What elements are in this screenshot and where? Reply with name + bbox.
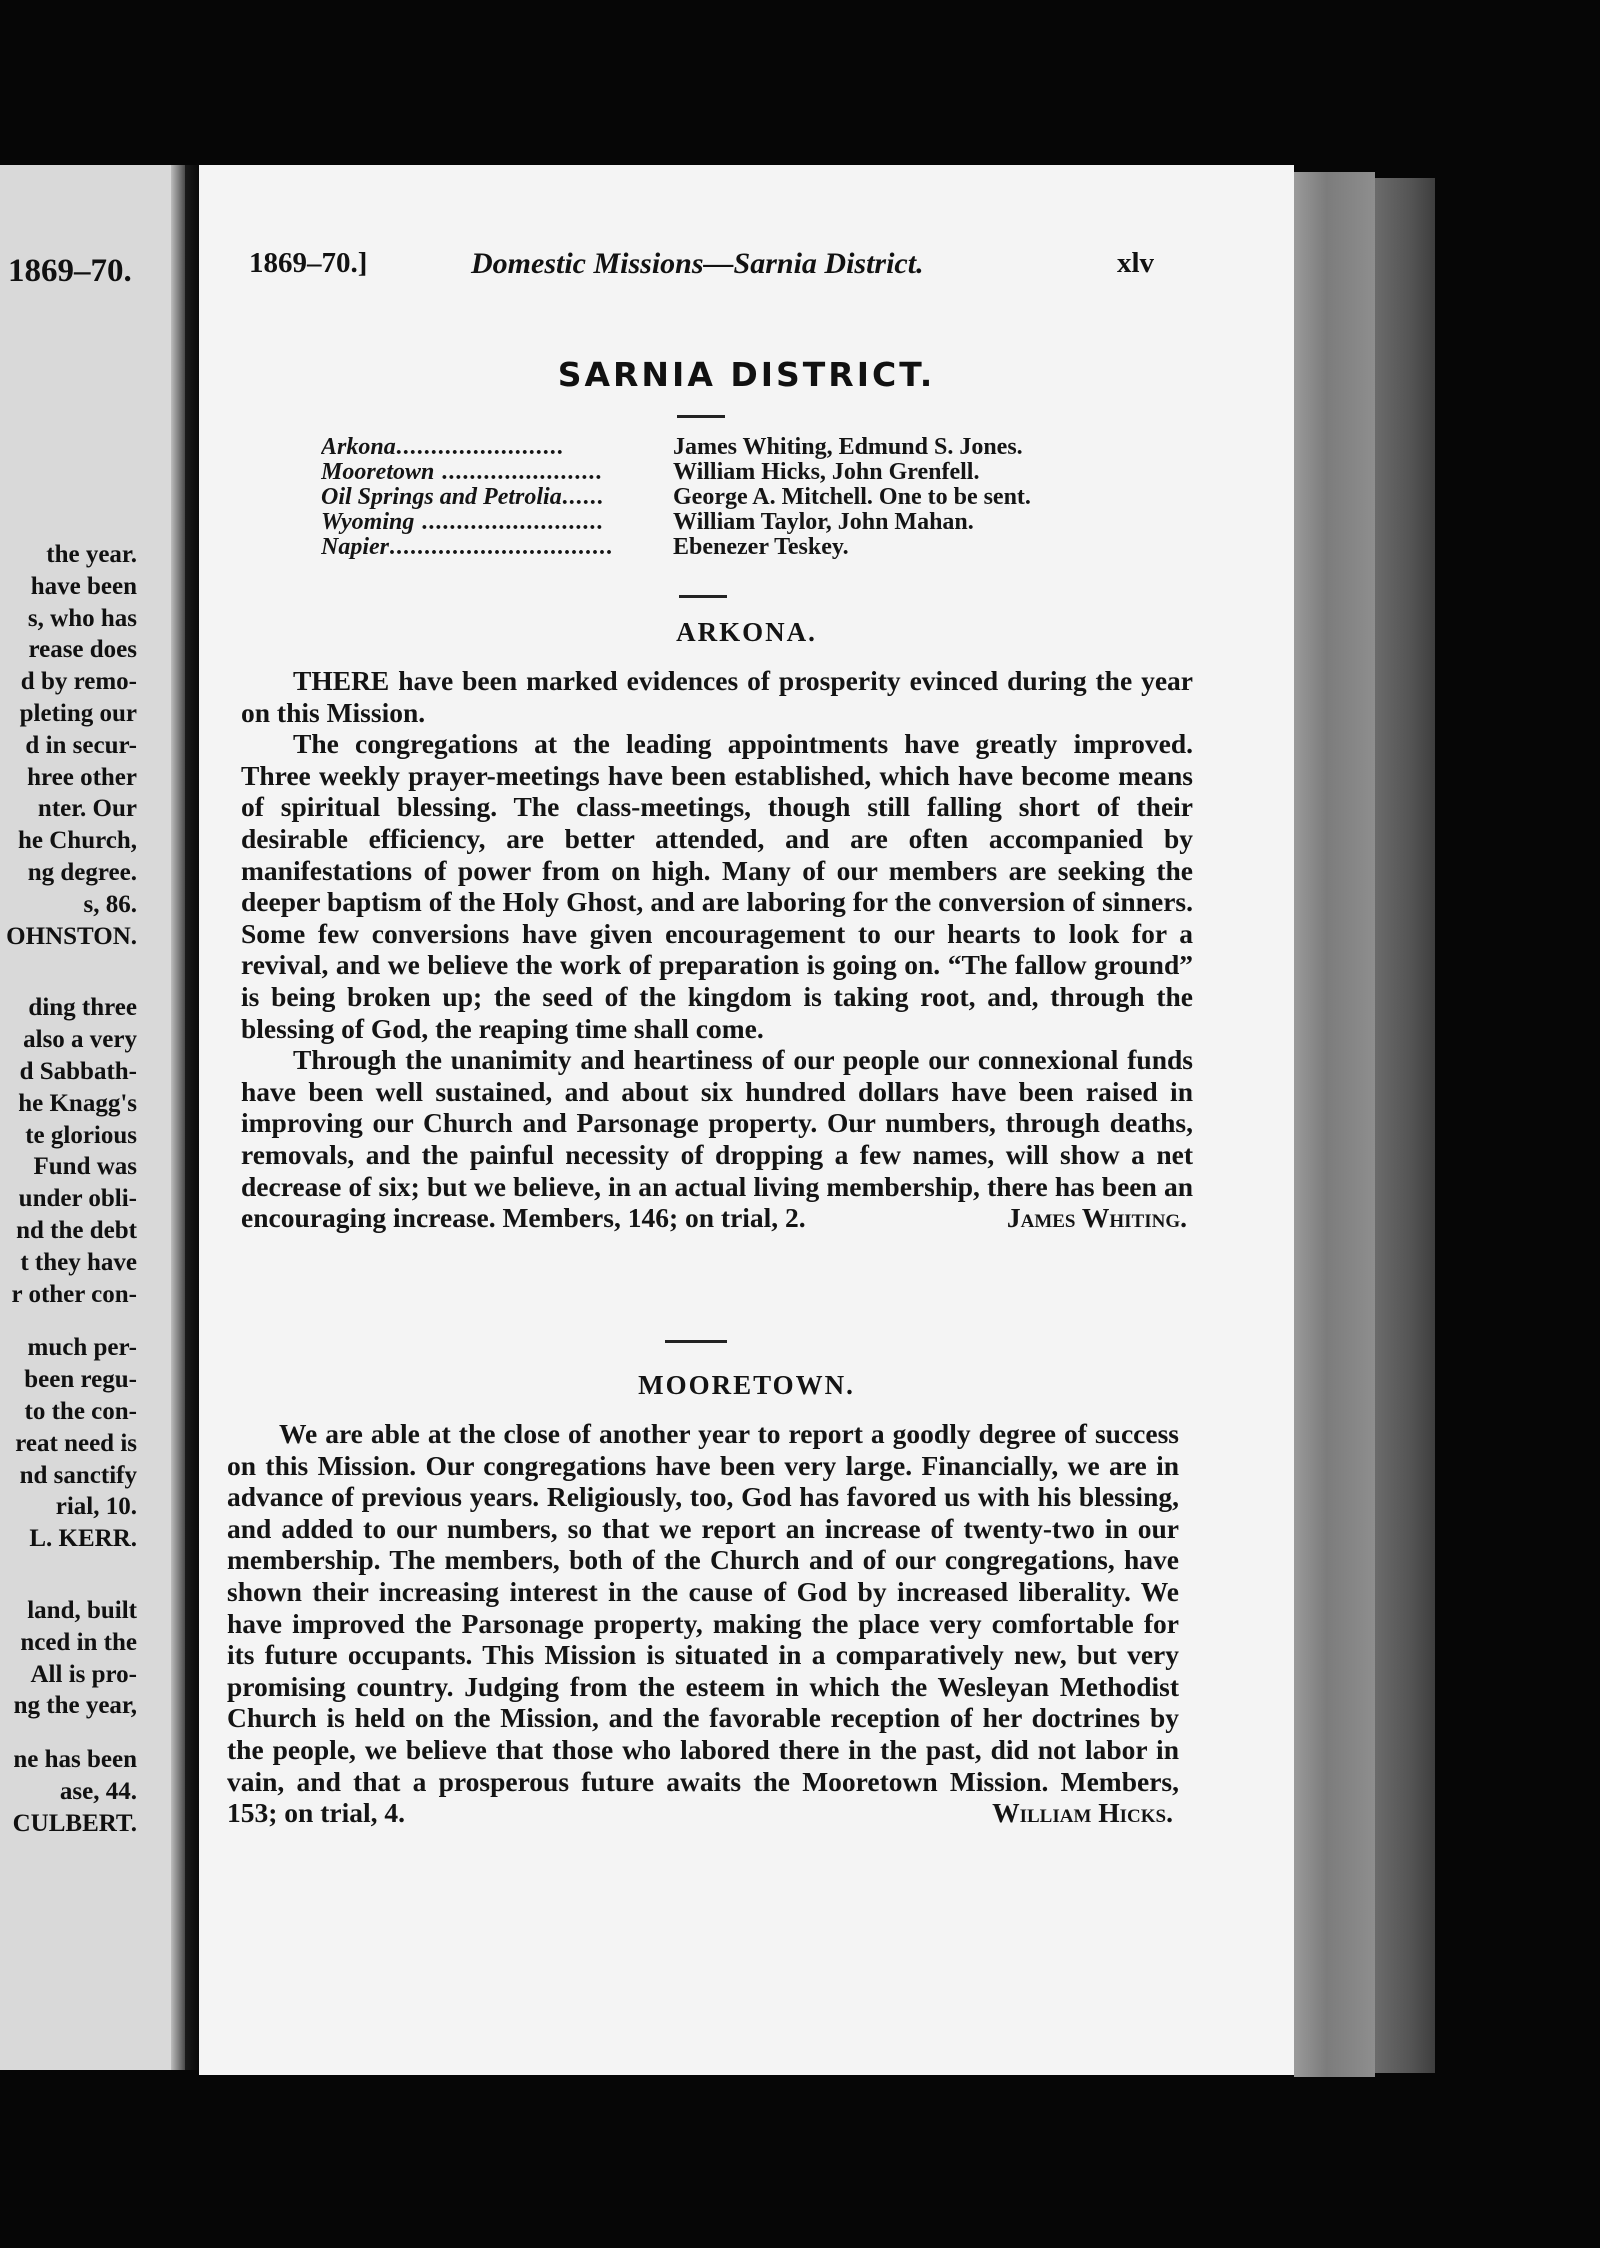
paragraph-text: Through the unanimity and heartiness of our people our connexional funds have been well sustained, and about six hundred dollars have been raised in improving our Church and Parsonage property. Our numbers, through deaths, removals, and the painful necessity of dropping a few names, will show a net decrease of six; but we believe, in an actual living membership, there has been an encouraging increase. Members, 146; on trial, 2. [241, 1044, 1193, 1234]
left-line: ng degree. [27, 858, 137, 886]
leader-dots: .......................... [414, 510, 604, 535]
section-body-mooretown [227, 1418, 1179, 1829]
page-number: xlv [1117, 247, 1155, 279]
title-rule [677, 415, 725, 418]
appointment-row [321, 435, 1101, 460]
section-title-arkona: ARKONA. [676, 617, 817, 647]
left-line: to the con- [24, 1397, 137, 1425]
running-head-title: Domestic Missions—Sarnia District. [471, 247, 924, 280]
left-line: rease does [28, 636, 137, 664]
appointment-place: Wyoming [321, 510, 415, 535]
appointment-place: Oil Springs and Petrolia [321, 485, 562, 510]
section-rule [679, 595, 727, 598]
running-head-year: 1869–70.] [249, 247, 368, 279]
left-line: rial, 10. [55, 1493, 137, 1521]
appointment-row [321, 460, 1101, 485]
leader-dots: ...... [561, 485, 604, 510]
appointment-preachers: Ebenezer Teskey. [673, 534, 849, 560]
left-line: much per- [27, 1334, 137, 1362]
appointment-place: Mooretown [321, 460, 435, 485]
left-line: reat need is [15, 1429, 137, 1457]
left-line: d by remo- [20, 668, 137, 696]
left-line: nd the debt [16, 1216, 137, 1244]
right-page [199, 165, 1294, 2075]
left-line-signature: OHNSTON. [6, 922, 137, 950]
left-line-signature: CULBERT. [12, 1809, 137, 1837]
left-line: ng the year, [13, 1692, 137, 1720]
left-facing-page [0, 165, 185, 2070]
signature-william-hicks: William Hicks. [992, 1797, 1173, 1829]
left-line: nced in the [20, 1628, 137, 1656]
leader-dots: ....................... [434, 460, 603, 485]
section-body-arkona [241, 665, 1193, 1234]
paragraph [227, 1418, 1179, 1829]
paragraph [241, 1044, 1193, 1234]
appointment-preachers: James Whiting, Edmund S. Jones. [673, 434, 1023, 460]
left-line: s, who has [27, 604, 137, 632]
paragraph: The congregations at the leading appointments have greatly improved. Three weekly prayer-meetings have been established, which have become means of spiritual blessing. The class-meetings, though still falling short of their desirable efficiency, are better attended, and are often accompanied by manifestations of power from on high. Many of our members are seeking the deeper baptism of the Holy Ghost, and are laboring for the conversion of sinners. Some few conversions have given encouragement to our hearts to look for a revival, and we believe the work of preparation is going on. “The fallow ground” is being broken up; the seed of the kingdom is taking root, and, through the blessing of God, the reaping time shall come. [241, 728, 1193, 1044]
left-line: Fund was [33, 1153, 137, 1181]
leader-dots: ........................ [395, 435, 564, 460]
appointment-preachers: William Hicks, John Grenfell. [673, 459, 980, 485]
district-title: SARNIA DISTRICT. [557, 355, 936, 394]
left-line: pleting our [19, 699, 137, 727]
left-line: the year. [46, 541, 137, 568]
paragraph: THERE have been marked evidences of prosperity evinced during the year on this Mission. [241, 665, 1193, 728]
left-line: ding three [28, 994, 137, 1022]
book-edge-shadow [1375, 178, 1435, 2073]
left-line: d in secur- [25, 731, 137, 759]
left-line: d Sabbath- [19, 1057, 137, 1085]
section-title-mooretown: MOORETOWN. [638, 1370, 855, 1400]
left-line: also a very [23, 1026, 137, 1054]
left-line: t they have [20, 1248, 137, 1276]
left-line: been regu- [24, 1366, 137, 1394]
left-line: ne has been [13, 1746, 137, 1774]
appointment-place: Arkona [321, 435, 396, 460]
left-line: All is pro- [30, 1660, 137, 1688]
page-edge-stack [1294, 172, 1375, 2077]
appointment-row [321, 510, 1101, 535]
left-line: hree other [27, 763, 137, 791]
book-gutter [185, 165, 199, 2070]
left-line: s, 86. [83, 890, 137, 918]
left-page-header: 1869–70. [8, 253, 132, 289]
running-head [199, 247, 1294, 287]
appointment-row [321, 485, 1101, 510]
left-line: nd sanctify [19, 1461, 137, 1489]
left-line: land, built [27, 1596, 137, 1624]
left-line-signature: L. KERR. [29, 1525, 137, 1553]
section-rule [665, 1340, 727, 1343]
left-line: he Knagg's [18, 1089, 137, 1117]
signature-james-whiting: James Whiting. [1006, 1202, 1187, 1234]
paragraph-text: We are able at the close of another year to report a goodly degree of success on this Mission. Our congregations have been very large. Financially, we are in advance of previous years. Religiously, too, God has favored us with his blessing, and added to our numbers, so that we report an increase of twenty-two in our membership. The members, both of the Church and of our congregations, have shown their increasing interest in the cause of God by increased liberality. We have improved the Parsonage property, making the place very comfortable for its future occupants. This Mission is situated in a comparatively new, but very promising country. Judging from the esteem in which the Wesleyan Methodist Church is held on the Mission, and the favorable reception of her doctrines by the people, we believe that those who labored there in the past, did not labor in vain, and that a prosperous future awaits the Mooretown Mission. Members, 153; on trial, 4. [227, 1418, 1179, 1829]
appointment-place: Napier [321, 535, 389, 560]
appointment-preachers: William Taylor, John Mahan. [673, 509, 974, 535]
left-line: ase, 44. [59, 1777, 137, 1805]
left-page-text-fragments [6, 539, 137, 1839]
left-line: he Church, [17, 827, 137, 855]
left-line: under obli- [18, 1185, 137, 1213]
appointment-preachers: George A. Mitchell. One to be sent. [673, 484, 1031, 510]
left-line: nter. Our [37, 795, 137, 823]
left-line: te glorious [25, 1121, 137, 1149]
left-line: have been [30, 572, 137, 600]
gutter-shadow [171, 165, 185, 2070]
left-line: r other con- [11, 1280, 137, 1308]
appointments-list [321, 435, 1101, 560]
leader-dots: ................................ [389, 535, 613, 560]
appointment-row [321, 535, 1101, 560]
